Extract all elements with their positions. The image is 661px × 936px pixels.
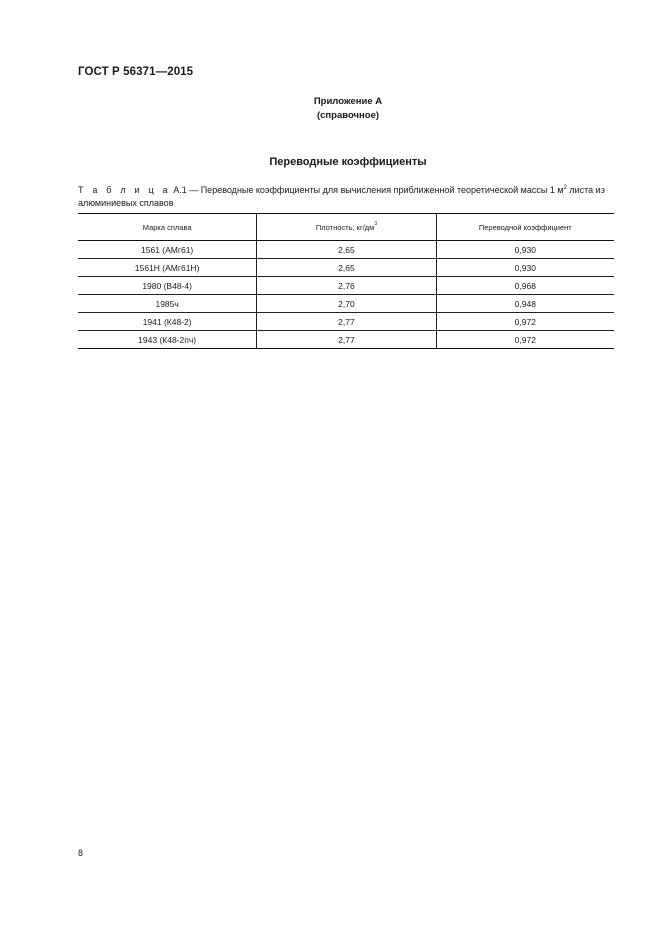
- table-row: [78, 277, 614, 295]
- cell-coefficient: 0,968: [436, 277, 614, 295]
- appendix-status: (справочное): [316, 110, 380, 121]
- page-number: 8: [78, 848, 84, 858]
- cell-density: 2,70: [257, 295, 436, 313]
- coefficient-table: [78, 213, 614, 349]
- table-caption-text-end: листа из алюминиевых сплавов: [78, 185, 605, 208]
- header-grade: Марка сплава: [78, 214, 257, 241]
- cell-density: 2,77: [257, 331, 436, 349]
- table-caption-text: А.1 — Переводные коэффициенты для вычисления приближенной теоретической массы 1 м: [170, 185, 564, 195]
- table-caption-label: Т а б л и ц а: [78, 185, 171, 195]
- cell-density: 2,77: [257, 313, 436, 331]
- appendix-heading: [0, 95, 661, 123]
- table-row: [78, 295, 614, 313]
- table-row: [78, 331, 614, 349]
- cell-density: 2,65: [257, 241, 436, 259]
- table-row: [78, 313, 614, 331]
- cell-coefficient: 0,948: [436, 295, 614, 313]
- cell-coefficient: 0,930: [436, 241, 614, 259]
- header-density-sup: 3: [374, 220, 378, 227]
- table-caption: [78, 184, 618, 210]
- cell-coefficient: 0,972: [436, 331, 614, 349]
- table-row: [78, 241, 614, 259]
- header-density: [257, 214, 436, 241]
- table-header-row: [78, 214, 614, 241]
- cell-density: 2,76: [257, 277, 436, 295]
- section-title: Переводные коэффициенты: [269, 156, 427, 168]
- header-density-label: Плотность, кг/дм: [315, 222, 375, 232]
- cell-grade: 1941 (К48-2): [78, 313, 257, 331]
- cell-grade: 1561 (АМг61): [78, 241, 257, 259]
- cell-grade: 1985ч: [78, 295, 257, 313]
- table-row: [78, 259, 614, 277]
- cell-density: 2,65: [257, 259, 436, 277]
- document-code: ГОСТ Р 56371—2015: [78, 66, 194, 78]
- cell-coefficient: 0,972: [436, 313, 614, 331]
- appendix-title: Приложение А: [313, 96, 383, 107]
- cell-coefficient: 0,930: [436, 259, 614, 277]
- header-coefficient: Переводной коэффициент: [436, 214, 614, 241]
- cell-grade: 1943 (К48-2пч): [78, 331, 257, 349]
- cell-grade: 1980 (В48-4): [78, 277, 257, 295]
- table-caption-sup: 2: [563, 185, 567, 191]
- cell-grade: 1561Н (АМг61Н): [78, 259, 257, 277]
